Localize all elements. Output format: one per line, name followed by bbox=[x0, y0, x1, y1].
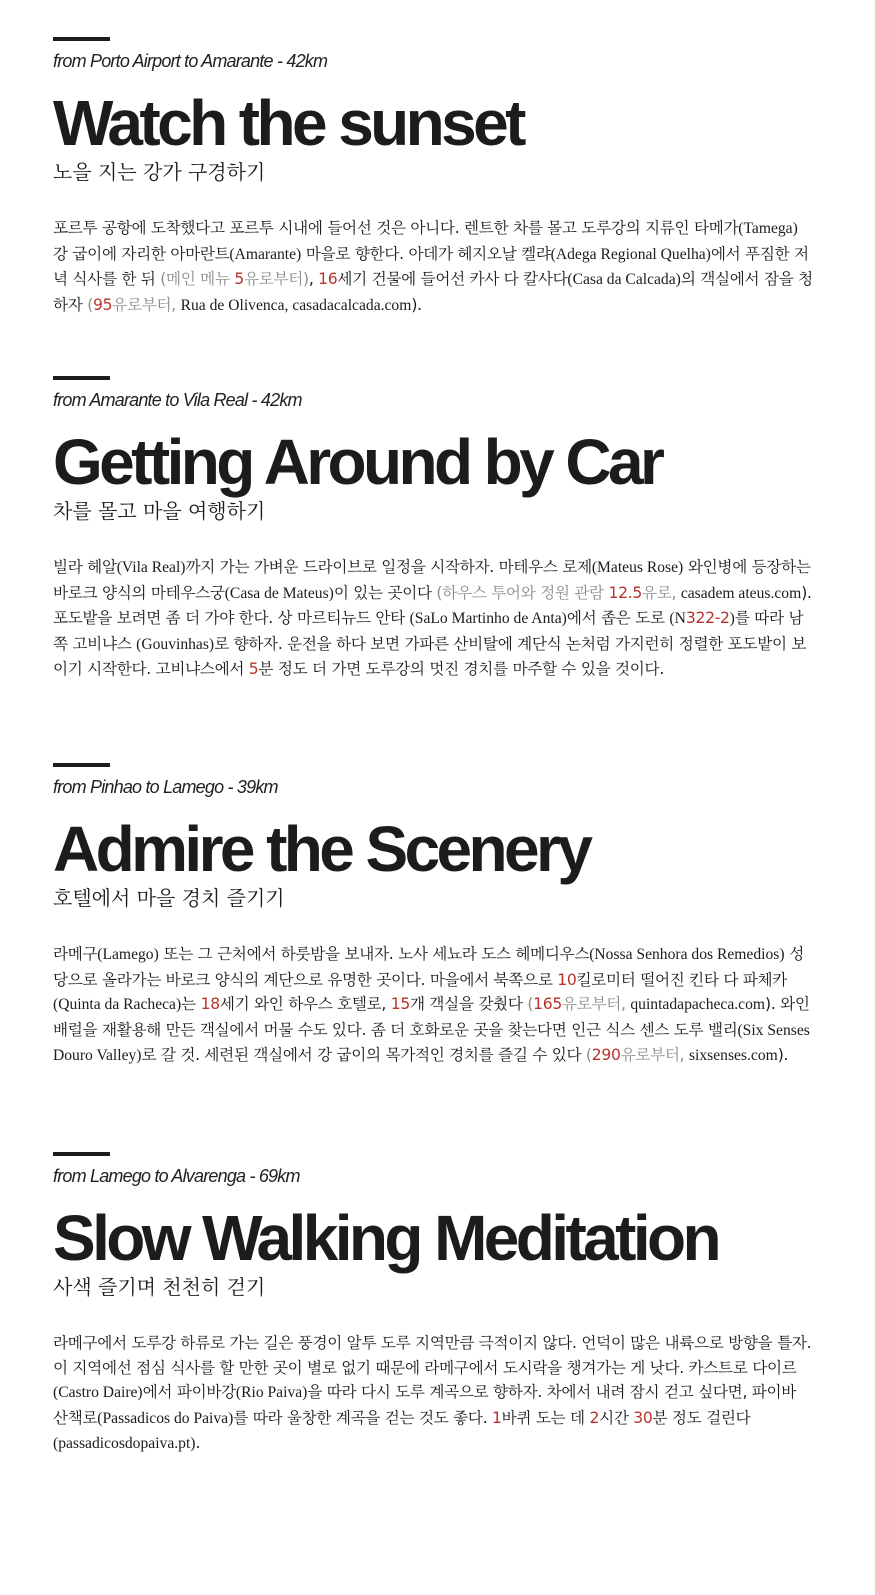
paragraph-run: 바퀴 도는 데 bbox=[501, 1408, 590, 1427]
paragraph-run: 또는 그 근처에서 하룻밤을 보내자. 노사 세뇨라 도스 헤메디우스 bbox=[158, 945, 590, 963]
paragraph-run: quintadapacheca.com bbox=[630, 996, 766, 1013]
paragraph-run: sixsenses.com bbox=[688, 1047, 778, 1064]
paragraph-run: 2 bbox=[589, 1408, 600, 1427]
paragraph-run: 30 bbox=[633, 1408, 653, 1427]
route-label: from Lamego to Alvarenga - 69km bbox=[53, 1166, 300, 1186]
paragraph-run: ). bbox=[411, 295, 422, 314]
section-subtitle: 사색 즐기며 천천히 걷기 bbox=[53, 1275, 266, 1299]
paragraph-run: (Vila Real) bbox=[116, 559, 186, 576]
section-subtitle: 노을 지는 강가 구경하기 bbox=[53, 160, 266, 184]
paragraph-run: 개 객실을 갖췄다 bbox=[410, 995, 528, 1013]
paragraph-run: 12.5 bbox=[608, 583, 642, 602]
paragraph-run: (SaLo Martinho de Anta) bbox=[409, 610, 567, 627]
paragraph-run: (Adega Regional Quelha) bbox=[550, 245, 711, 263]
paragraph-run: 18 bbox=[200, 995, 220, 1013]
paragraph-run: 유로, bbox=[642, 583, 681, 602]
paragraph-run: 에서 파이바강 bbox=[142, 1383, 236, 1401]
paragraph-run: 95 bbox=[92, 295, 113, 314]
paragraph-run: 라메구 bbox=[53, 945, 98, 963]
paragraph-run: 5 bbox=[234, 270, 244, 288]
paragraph-run: (Castro Daire) bbox=[53, 1384, 143, 1401]
paragraph-run: 를 따라 울창한 계곡을 걷는 것도 좋다. bbox=[233, 1408, 493, 1427]
section-car bbox=[53, 376, 813, 682]
paragraph-run: ( bbox=[87, 295, 93, 314]
paragraph-run: 을 따라 다시 도루 계곡으로 향하자. 차에서 내려 잠시 걷고 싶다면, 파이바 산책로 bbox=[53, 1383, 797, 1427]
section-body bbox=[53, 555, 813, 682]
paragraph-run: 유로부터) bbox=[244, 270, 309, 288]
paragraph-run: 10 bbox=[557, 970, 577, 989]
section-title: Watch the sunset bbox=[53, 87, 523, 159]
paragraph-run: 를 따라 남쪽 고비냐스 bbox=[53, 609, 804, 653]
paragraph-run: 킬로미터 떨어진 킨타 다 파체카 bbox=[576, 970, 788, 989]
section-body bbox=[53, 1331, 813, 1457]
paragraph-run: (Amarante) bbox=[229, 245, 302, 263]
paragraph-run: Rua de Olivenca, casadacalcada.com bbox=[180, 296, 412, 314]
paragraph-run: 에서 좁은 도로 bbox=[566, 609, 670, 627]
paragraph-run: 290 bbox=[591, 1046, 621, 1064]
paragraph-run: , bbox=[308, 270, 319, 288]
paragraph-run: (Rio Paiva) bbox=[235, 1384, 308, 1401]
paragraph-run: 는 bbox=[181, 995, 201, 1013]
paragraph-run: ). bbox=[777, 1046, 789, 1064]
paragraph-run: 분 정도 걸린다 bbox=[652, 1408, 751, 1427]
paragraph-run: (Mateus Rose) bbox=[591, 559, 684, 576]
section-rule bbox=[53, 376, 110, 380]
paragraph-run: 322-2 bbox=[685, 609, 730, 627]
paragraph-run: 165 bbox=[533, 995, 562, 1013]
section-walking bbox=[53, 1152, 813, 1457]
paragraph-run: (Lamego) bbox=[97, 946, 159, 963]
paragraph-run: 에서 푸짐한 저녁 식사를 한 뒤 bbox=[53, 244, 809, 288]
section-title: Admire the Scenery bbox=[53, 813, 590, 885]
section-rule bbox=[53, 1152, 110, 1156]
paragraph-run: 15 bbox=[390, 995, 410, 1013]
section-scenery bbox=[53, 763, 813, 1069]
paragraph-run: 강 굽이에 자리한 아마란트 bbox=[53, 244, 230, 263]
paragraph-run: (메인 메뉴 bbox=[160, 270, 235, 288]
paragraph-run: 로 갈 것. 세련된 객실에서 강 굽이의 목가적인 경치를 즐길 수 있다 bbox=[141, 1046, 586, 1064]
section-title: Getting Around by Car bbox=[53, 426, 662, 498]
paragraph-run: 까지 가는 가벼운 드라이브로 일정을 시작하자. 마테우스 로제 bbox=[185, 558, 592, 576]
route-label: from Pinhao to Lamego - 39km bbox=[53, 777, 278, 797]
route-label: from Amarante to Vila Real - 42km bbox=[53, 390, 302, 410]
paragraph-run: ). 포도밭을 보려면 좀 더 가야 한다. 상 마르티뉴드 안타 bbox=[53, 583, 812, 627]
paragraph-run: 5 bbox=[248, 660, 259, 678]
section-body bbox=[53, 942, 813, 1069]
section-subtitle: 차를 몰고 마을 여행하기 bbox=[53, 499, 266, 523]
paragraph-run: 세기 와인 하우스 호텔로, bbox=[219, 995, 391, 1013]
paragraph-run: 이 있는 곳이다 bbox=[333, 583, 437, 602]
paragraph-run: . bbox=[195, 1434, 201, 1452]
paragraph-run: ) bbox=[729, 610, 735, 627]
paragraph-run: 분 정도 더 가면 도루강의 멋진 경치를 마주할 수 있을 것이다. bbox=[258, 660, 664, 678]
section-subtitle: 호텔에서 마을 경치 즐기기 bbox=[53, 886, 285, 910]
paragraph-run: 성당으로 올라가는 바로크 양식의 계단으로 유명한 곳이다. 마을에서 북쪽으로 bbox=[53, 945, 804, 989]
paragraph-run: (Gouvinhas) bbox=[136, 635, 215, 653]
paragraph-run: casadem ateus.com bbox=[680, 584, 802, 602]
paragraph-run: 마을로 향한다. 아데가 헤지오날 켈랴 bbox=[301, 244, 551, 263]
paragraph-run: 와인병에 등장하는 바로크 양식의 마테우스궁 bbox=[53, 558, 811, 602]
paragraph-run: (Nossa Senhora dos Remedios) bbox=[589, 946, 785, 963]
paragraph-run: 빌라 헤알 bbox=[53, 558, 117, 576]
paragraph-run: 세기 건물에 들어선 카사 다 칼사다 bbox=[337, 270, 568, 288]
paragraph-run: (Casa da Calcada) bbox=[567, 271, 681, 288]
paragraph-run: ( bbox=[527, 995, 534, 1013]
paragraph-run: (Tamega) bbox=[738, 220, 798, 237]
paragraph-run: (Quinta da Racheca) bbox=[53, 996, 182, 1013]
paragraph-run: (Casa de Mateus) bbox=[224, 584, 334, 602]
paragraph-run: 로 향하자. 운전을 하다 보면 가파른 산비탈에 계단식 논처럼 가지런히 정렬한 포도밭이 보이기 시작한다. 고비냐스에서 bbox=[53, 634, 807, 678]
paragraph-run: (Six Senses Douro Valley) bbox=[53, 1021, 810, 1064]
paragraph-run: 포르투 공항에 도착했다고 포르투 시내에 들어선 것은 아니다. 렌트한 차를 몰고 도루강의 지류인 타메가 bbox=[53, 219, 739, 237]
route-label: from Porto Airport to Amarante - 42km bbox=[53, 51, 328, 71]
section-body bbox=[53, 216, 813, 318]
paragraph-run: 유로부터, bbox=[562, 995, 631, 1013]
paragraph-run: (하우스 투어와 정원 관람 bbox=[436, 583, 609, 602]
section-sunset bbox=[53, 37, 813, 318]
paragraph-run: 의 객실에서 잠을 청하자 bbox=[53, 270, 813, 314]
paragraph-run: (Passadicos do Paiva) bbox=[97, 1409, 234, 1427]
paragraph-run: 유로부터, bbox=[112, 295, 181, 314]
paragraph-run: 16 bbox=[318, 270, 338, 288]
paragraph-run: 시간 bbox=[599, 1408, 634, 1427]
section-title: Slow Walking Meditation bbox=[53, 1202, 719, 1274]
paragraph-run: 라메구에서 도루강 하류로 가는 길은 풍경이 알투 도루 지역만큼 극적이지 않다. 언덕이 많은 내륙으로 방향을 틀자. 이 지역에선 점심 식사를 할 만한 곳이 별로 없기 때문에 라메구에서 도시락을 챙겨가는 게 낫다. 카스트로 다이르 bbox=[53, 1334, 812, 1377]
section-rule bbox=[53, 37, 110, 41]
paragraph-run: 유로부터, bbox=[620, 1046, 689, 1064]
section-rule bbox=[53, 763, 110, 767]
paragraph-run: 1 bbox=[492, 1408, 502, 1427]
paragraph-run: ). 와인 배럴을 재활용해 만든 객실에서 머물 수도 있다. 좀 더 호화로운 곳을 찾는다면 인근 식스 센스 도루 밸리 bbox=[53, 995, 810, 1039]
paragraph-run: ( bbox=[585, 1046, 592, 1064]
paragraph-run: (passadicosdopaiva.pt) bbox=[53, 1435, 196, 1452]
paragraph-run: (N bbox=[669, 610, 686, 627]
